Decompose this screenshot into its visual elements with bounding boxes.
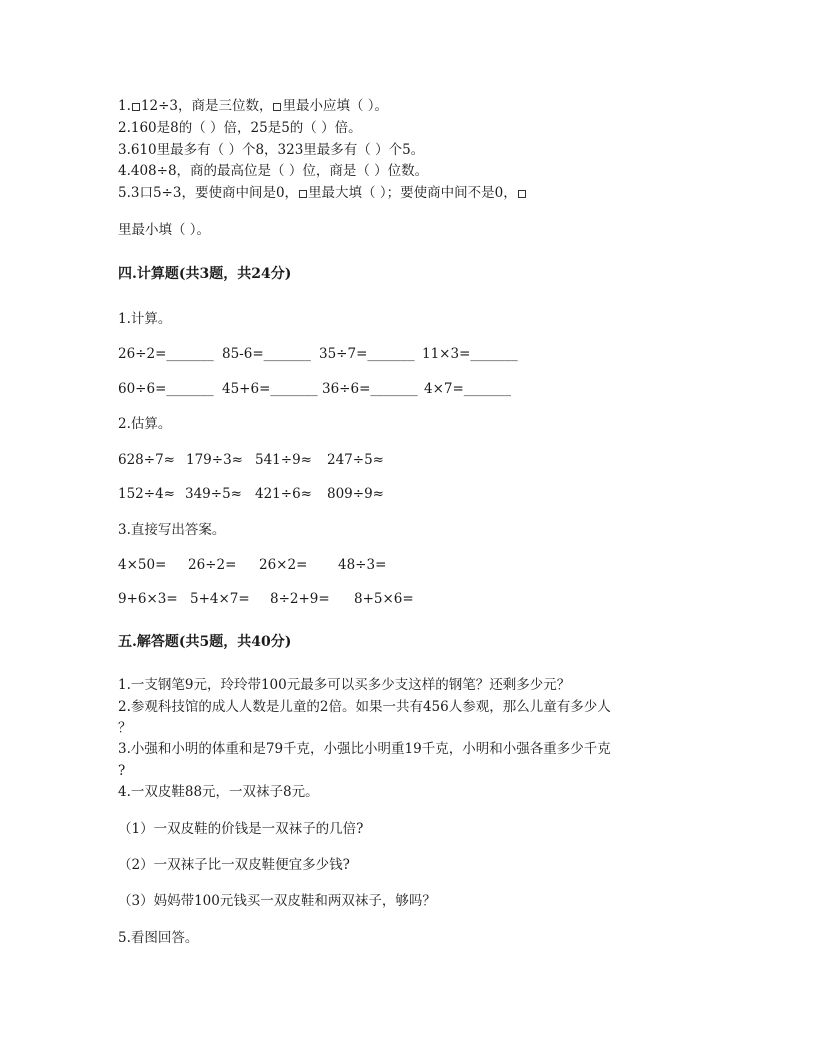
word-problem-3-wrap: ? xyxy=(118,763,126,779)
question-1: 1. 12÷3，商是三位数， 里最小应填（ ）。 xyxy=(118,98,389,114)
direct-item: 5+4×7= xyxy=(190,591,250,607)
word-problem-1: 1.一支钢笔9元，玲玲带100元最多可以买多少支这样的钢笔？还剩多少元？ xyxy=(118,677,571,693)
calc-item: 4×7=_______ xyxy=(424,381,512,397)
estimate-item: 152÷4≈ xyxy=(118,486,175,502)
calc-item: 26÷2=_______ xyxy=(118,346,214,362)
calc-item: 11×3=_______ xyxy=(422,346,518,362)
estimate-item: 179÷3≈ xyxy=(186,452,243,468)
word-problem-2: 2.参观科技馆的成人人数是儿童的2倍。如果一共有456人参观，那么儿童有多少人 xyxy=(118,699,611,715)
calc-item: 36÷6=_______ xyxy=(322,381,418,397)
estimate-item: 421÷6≈ xyxy=(255,486,312,502)
calc-item: 60÷6=_______ xyxy=(118,381,214,397)
word-problem-4-part-2: （2）一双袜子比一双皮鞋便宜多少钱? xyxy=(118,857,350,873)
question-2: 2.160是8的（ ）倍，25是5的（ ）倍。 xyxy=(118,120,362,136)
estimate-item: 541÷9≈ xyxy=(255,452,312,468)
direct-item: 26÷2= xyxy=(188,557,237,573)
calc-item: 35÷7=_______ xyxy=(319,346,415,362)
section-5-title: 五.解答题(共5题，共40分) xyxy=(118,634,292,650)
blank-box-icon xyxy=(132,103,140,111)
calc-item: 85-6=_______ xyxy=(222,346,311,362)
direct-item: 4×50= xyxy=(118,557,167,573)
direct-item: 8÷2+9= xyxy=(270,591,330,607)
blank-box-icon xyxy=(299,190,307,198)
question-3: 3.610里最多有（ ）个8，323里最多有（ ）个5。 xyxy=(118,142,425,158)
word-problem-4-part-3: （3）妈妈带100元钱买一双皮鞋和两双袜子，够吗？ xyxy=(118,893,436,909)
word-problem-5: 5.看图回答。 xyxy=(118,930,199,946)
estimate-item: 247÷5≈ xyxy=(327,452,384,468)
word-problem-3: 3.小强和小明的体重和是79千克，小强比小明重19千克，小明和小强各重多少千克 xyxy=(118,741,611,757)
question-5: 5.3口5÷3，要使商中间是0， 里最大填（ ）；要使商中间不是0， xyxy=(118,184,527,202)
blank-box-icon xyxy=(273,103,281,111)
calc-question-3-title: 3.直接写出答案。 xyxy=(118,522,226,538)
calc-question-2-title: 2.估算。 xyxy=(118,416,172,432)
word-problem-4: 4.一双皮鞋88元，一双袜子8元。 xyxy=(118,784,319,800)
section-4-title: 四.计算题(共3题，共24分) xyxy=(118,266,292,282)
direct-item: 48÷3= xyxy=(338,557,387,573)
estimate-item: 349÷5≈ xyxy=(185,486,242,502)
direct-item: 26×2= xyxy=(259,557,308,573)
calc-item: 45+6=_______ xyxy=(222,381,318,397)
estimate-item: 628÷7≈ xyxy=(118,452,175,468)
blank-box-icon xyxy=(518,190,526,198)
question-4: 4.408÷8，商的最高位是（ ）位，商是（ ）位数。 xyxy=(118,163,429,179)
estimate-item: 809÷9≈ xyxy=(327,486,384,502)
word-problem-4-part-1: （1）一双皮鞋的价钱是一双袜子的几倍? xyxy=(118,821,364,837)
question-5-continued: 里最小填（ ）。 xyxy=(118,222,211,238)
calc-question-1-title: 1.计算。 xyxy=(118,311,172,327)
direct-item: 9+6×3= xyxy=(118,591,178,607)
direct-item: 8+5×6= xyxy=(354,591,414,607)
word-problem-2-wrap: ？ xyxy=(118,720,132,736)
